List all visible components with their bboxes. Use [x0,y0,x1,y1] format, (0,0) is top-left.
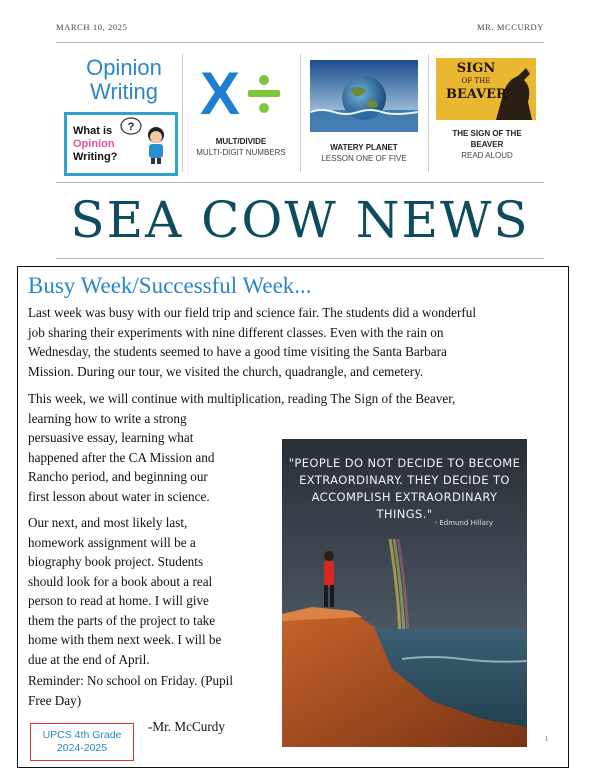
author-name: MR. MCCURDY [476,22,544,32]
svg-text:X: X [200,60,241,124]
opinion-title-line2: Writing [89,79,159,104]
topic-opinion-writing [56,48,180,180]
paragraph-line: persuasive essay, learning what [28,430,194,445]
paragraph-line: first lesson about water in science. [28,488,210,504]
quote-line: EXTRAORDINARY. THEY DECIDE TO [299,473,510,487]
topics-strip [56,48,544,180]
opinion-box-line3: Writing? [73,151,118,163]
topic-science [302,48,426,180]
topic-math [184,48,298,180]
quote-line: "PEOPLE DO NOT DECIDE TO BECOME [288,456,521,470]
book-title-line3: BEAVER [446,87,507,102]
quote-photo [282,439,527,747]
math-caption [184,136,298,158]
reading-caption-title-2: BEAVER [470,140,504,149]
student-girl-icon [143,125,169,165]
math-caption-sub: MULTI-DIGIT NUMBERS [196,148,286,157]
paragraph-line: job sharing their experiments with nine different classes. Even with the rain on [28,324,444,340]
multiply-divide-icon [194,60,290,124]
book-title-line2: OF THE [461,77,491,85]
book-title-line1: SIGN [456,61,496,76]
math-caption-title: MULT/DIVIDE [215,137,267,146]
book-cover-title [446,62,506,101]
opinion-writing-title [74,56,174,104]
strip-divider [300,54,301,172]
science-caption [302,142,426,164]
article-paragraph-4 [28,671,278,710]
paragraph-line: should look for a book about a real [28,573,213,589]
opinion-writing-box [64,112,178,176]
paragraph-line: Our next, and most likely last, [28,515,188,530]
paragraph-line: This week, we will continue with multiplication, reading The Sign of the Beaver, [28,391,456,406]
paragraph-line: person to read at home. I will give [28,593,209,608]
quote-text [282,455,527,523]
paragraph-line: home with them next week. I will be [28,632,222,647]
paragraph-line: happened after the CA Mission and [28,449,215,465]
badge-line1: UPCS 4th Grade [42,729,122,741]
paragraph-line: Reminder: No school on Friday. (Pupil [28,673,233,688]
issue-date: MARCH 10, 2025 [56,22,128,32]
opinion-title-line1: Opinion [86,55,162,80]
science-caption-sub: LESSON ONE OF FIVE [321,154,407,163]
article-box [17,266,569,768]
paragraph-line: Last week was busy with our field trip and science fair. The students did a wonderful [28,305,477,320]
svg-text:?: ? [127,121,135,133]
science-caption-title: WATERY PLANET [330,143,398,152]
paragraph-line: them the parts of the project to take [28,612,216,628]
opinion-box-line2: Opinion [73,138,115,150]
newsletter-title: SEA COW NEWS [70,191,530,249]
topic-reading [430,48,544,180]
article-heading: Busy Week/Successful Week... [28,273,312,298]
paragraph-line: Free Day) [28,692,82,708]
strip-rule [56,182,544,183]
paragraph-line: Rancho period, and beginning our [28,469,208,484]
quote-line: ACCOMPLISH EXTRAORDINARY THINGS." [311,490,498,521]
class-badge [30,723,134,761]
paragraph-line: biography book project. Students [28,554,204,569]
paragraph-line: learning how to write a strong [28,410,187,426]
title-rule [56,258,544,259]
page-number: 1 [544,735,548,743]
question-bubble-icon [119,117,143,137]
quote-attribution: - Edmund Hillary [434,519,493,527]
badge-line2: 2024-2025 [56,742,108,754]
article-paragraph-1 [28,303,558,381]
paragraph-line: Mission. During our tour, we visited the church, quadrangle, and cemetery. [28,363,424,379]
strip-divider [182,54,183,172]
page-header [56,22,544,36]
reading-caption-sub: READ ALOUD [461,151,513,160]
opinion-box-line1: What is [73,125,113,137]
paragraph-line: due at the end of April. [28,651,150,667]
signature: -Mr. McCurdy [148,719,225,734]
book-cover-image [436,58,536,120]
reading-caption-title-1: THE SIGN OF THE [452,129,522,138]
reading-caption [430,128,544,161]
header-rule [56,42,544,43]
strip-divider [428,54,429,172]
watery-planet-image [310,60,418,132]
article-paragraph-3 [28,513,278,669]
paragraph-line: Wednesday, the students seemed to have a good time visiting the Santa Barbara [28,344,447,359]
paragraph-line: homework assignment will be a [28,534,196,550]
